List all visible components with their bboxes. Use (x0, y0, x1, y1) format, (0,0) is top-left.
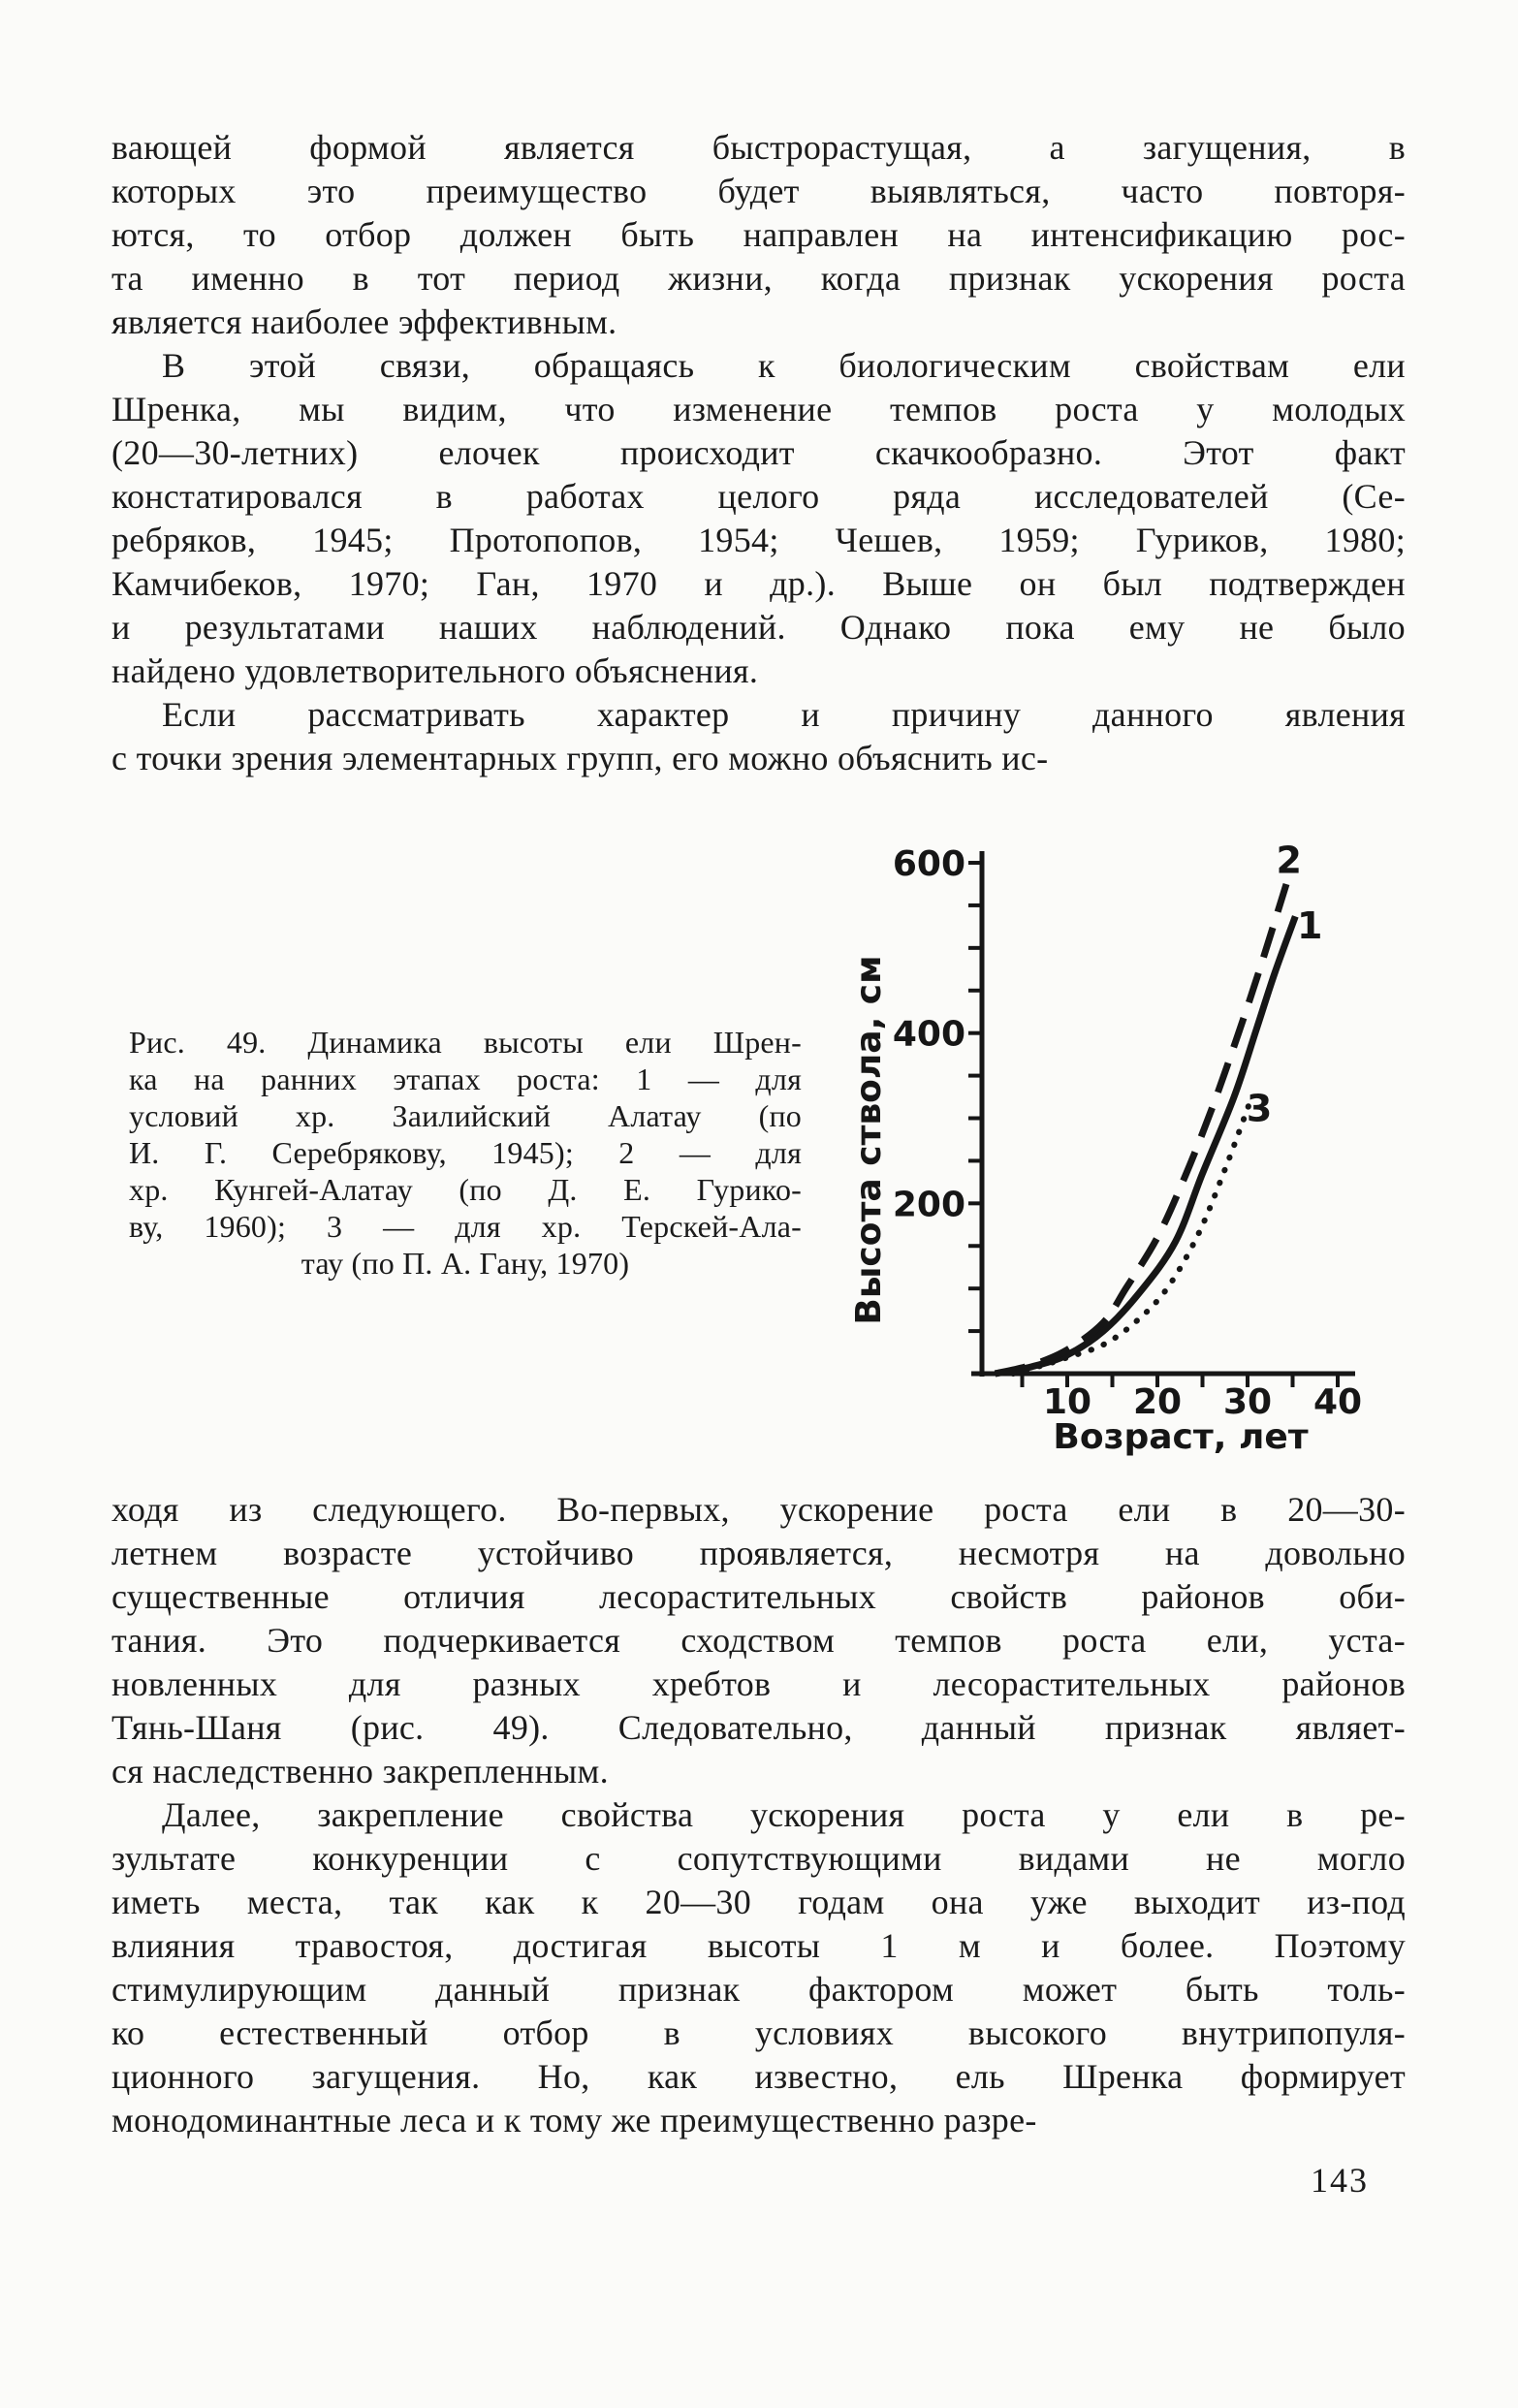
text-line: влияния травостоя, достигая высоты 1 м и более. Поэтому (111, 1926, 1406, 1965)
y-tick-label: 400 (892, 1014, 965, 1055)
x-tick-label: 20 (1132, 1382, 1183, 1422)
growth-chart (805, 819, 1386, 1469)
text-line: с точки зрения элементарных групп, его можно объяснить ис- (111, 739, 1049, 777)
text-line: которых это преимущество будет выявляться, часто повторя- (111, 172, 1406, 210)
text-line: является наиболее эффективным. (111, 302, 617, 341)
x-tick-label: 30 (1222, 1382, 1273, 1422)
figure-caption-line: тау (по П. А. Гану, 1970) (300, 1246, 630, 1281)
text-line: ционного загущения. Но, как известно, ель Шренка формирует (111, 2057, 1406, 2096)
text-line: ходя из следующего. Во-первых, ускорение роста ели в 20—30- (111, 1490, 1406, 1529)
figure-caption-line: Рис. 49. Динамика высоты ели Шрен- (129, 1025, 802, 1060)
curve-label-2: 2 (1276, 839, 1303, 882)
figure-caption-line: ву, 1960); 3 — для хр. Терскей-Ала- (129, 1209, 802, 1244)
x-axis-title: Возраст, лет (1053, 1417, 1309, 1457)
text-line: ребряков, 1945; Протопопов, 1954; Чешев, 1959; Гуриков, 1980; (111, 521, 1406, 559)
text-line: ся наследственно закрепленным. (111, 1752, 609, 1790)
text-line: та именно в тот период жизни, когда признак ускорения роста (111, 259, 1406, 298)
figure-caption-line: ка на ранних этапах роста: 1 — для (129, 1061, 802, 1096)
text-line: найдено удовлетворительного объяснения. (111, 651, 759, 690)
text-line: тания. Это подчеркивается сходством темпов роста ели, уста- (111, 1621, 1406, 1660)
y-tick-label: 600 (892, 844, 965, 885)
figure-caption-line: условий хр. Заилийский Алатау (по (129, 1098, 802, 1133)
text-line: вающей формой является быстрорастущая, а загущения, в (111, 128, 1406, 167)
text-line: Тянь-Шаня (рис. 49). Следовательно, данный признак являет- (111, 1708, 1406, 1747)
text-line: стимулирующим данный признак фактором может быть толь- (111, 1970, 1406, 2009)
text-line: ются, то отбор должен быть направлен на интенсификацию рос- (111, 215, 1406, 254)
page-number: 143 (1311, 2161, 1369, 2200)
y-tick-label: 200 (892, 1185, 965, 1225)
figure-caption (129, 1024, 802, 1282)
text-line: монодоминантные леса и к тому же преимущественно разре- (111, 2101, 1037, 2139)
curve-2 (996, 884, 1286, 1374)
text-line: констатировался в работах целого ряда исследователей (Се- (111, 477, 1406, 516)
curve-label-3: 3 (1246, 1087, 1273, 1130)
body-text-lower (111, 1488, 1406, 2142)
text-line: иметь места, так как к 20—30 годам она уже выходит из-под (111, 1883, 1406, 1921)
text-line: существенные отличия лесорастительных свойств районов оби- (111, 1577, 1406, 1616)
curve-label-1: 1 (1296, 903, 1323, 947)
text-line: Камчибеков, 1970; Ган, 1970 и др.). Выше он был подтвержден (111, 564, 1406, 603)
text-line: ко естественный отбор в условиях высокого внутрипопуля- (111, 2013, 1406, 2052)
text-line: В этой связи, обращаясь к биологическим свойствам ели (162, 346, 1406, 385)
text-line: Далее, закрепление свойства ускорения роста у ели в ре- (162, 1795, 1406, 1834)
figure-caption-line: хр. Кунгей-Алатау (по Д. Е. Гурико- (129, 1172, 802, 1207)
x-tick-label: 40 (1312, 1382, 1363, 1422)
x-tick-label: 10 (1042, 1382, 1092, 1422)
body-text-upper (111, 126, 1406, 780)
text-line: (20—30-летних) елочек происходит скачкообразно. Этот факт (111, 433, 1406, 472)
text-line: новленных для разных хребтов и лесорастительных районов (111, 1664, 1406, 1703)
figure-caption-line: И. Г. Серебрякову, 1945); 2 — для (129, 1135, 802, 1170)
text-line: и результатами наших наблюдений. Однако пока ему не было (111, 608, 1406, 647)
y-axis-title: Высота ствола, см (849, 955, 889, 1325)
curve-1 (996, 916, 1296, 1374)
text-line: зультате конкуренции с сопутствующими видами не могло (111, 1839, 1406, 1878)
text-line: летнем возрасте устойчиво проявляется, несмотря на довольно (111, 1534, 1406, 1572)
text-line: Шренка, мы видим, что изменение темпов роста у молодых (111, 390, 1406, 428)
text-line: Если рассматривать характер и причину данного явления (162, 695, 1406, 734)
